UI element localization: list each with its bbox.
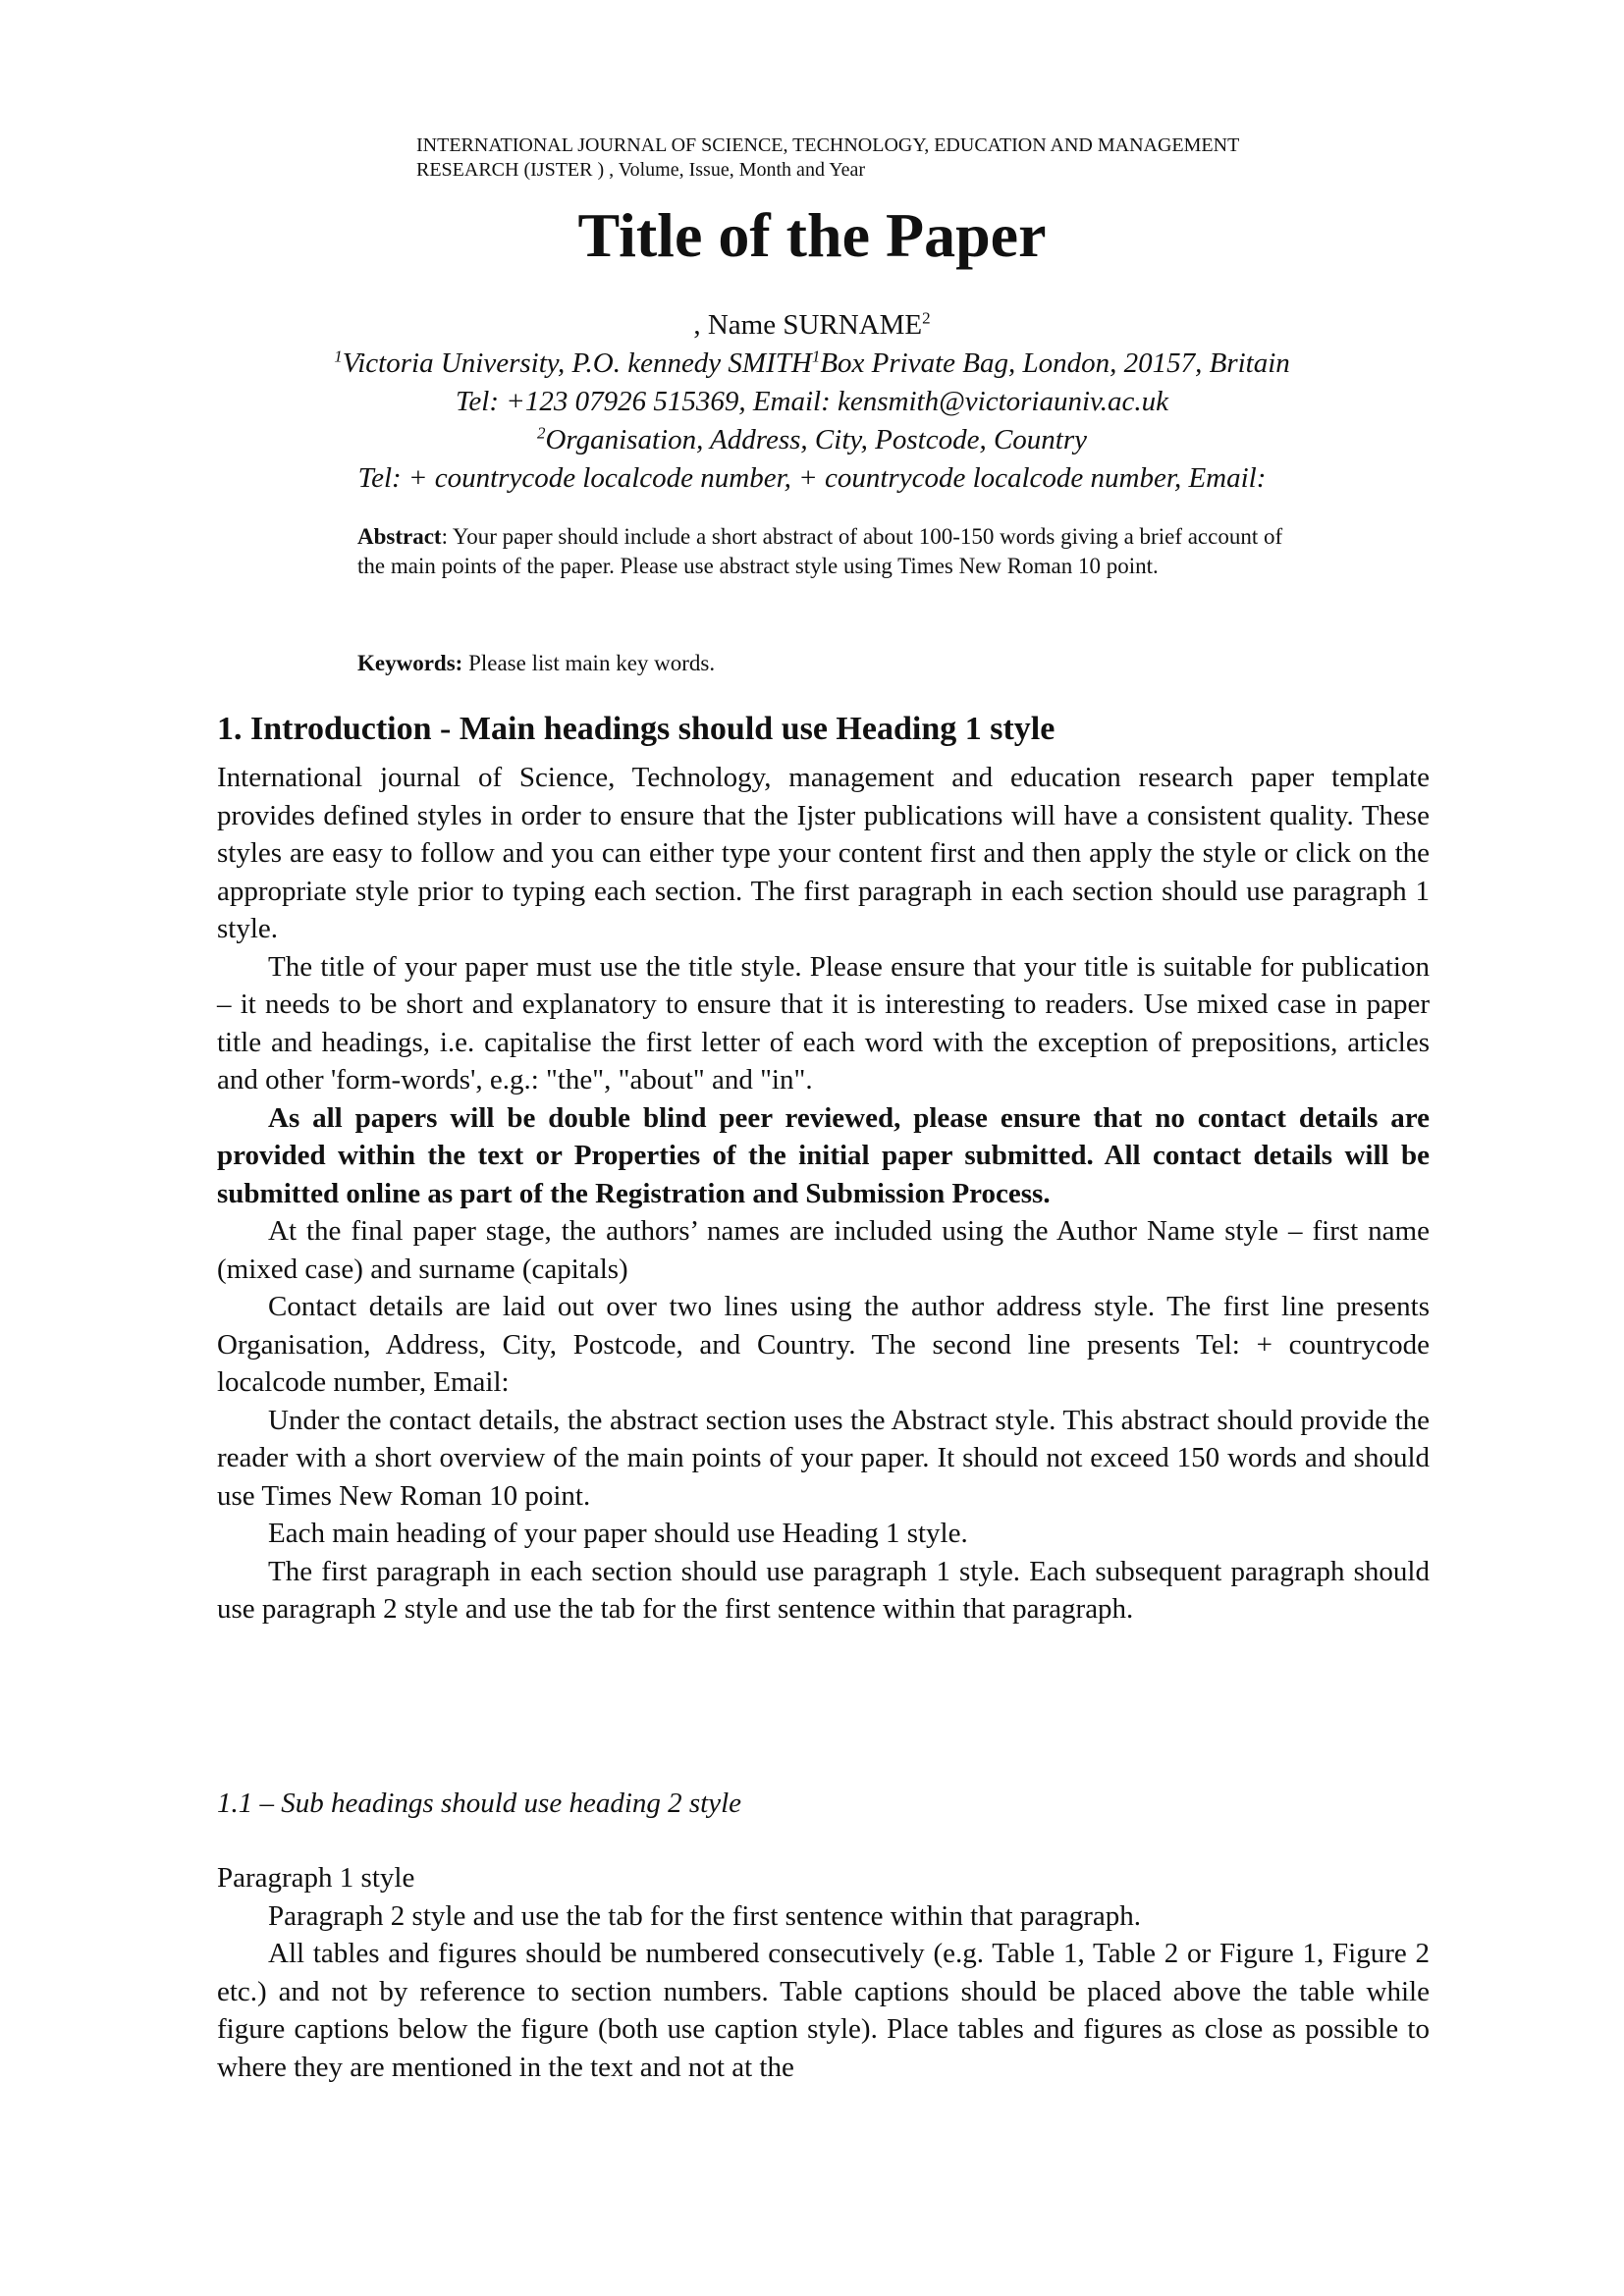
section-1-1-paragraph: All tables and figures should be numbered consecutively (e.g. Table 1, Table 2 or Figure 1, Figure 2 etc.) and not by reference to section numbers. Table captions should be placed above the table while figure captions below the figure (both use caption style). Place tables and figures as close as possible to where they are mentioned in the text and not at the bbox=[217, 1938, 1430, 2083]
abstract bbox=[357, 522, 1300, 581]
affiliation-2 bbox=[0, 421, 1624, 459]
section-1-1-paragraph: Paragraph 1 style bbox=[217, 1862, 415, 1894]
author-name: , Name SURNAME bbox=[693, 309, 923, 341]
affiliation-2-superscript: 2 bbox=[536, 423, 546, 443]
section-1-1-body bbox=[217, 1859, 1430, 2086]
section-1-paragraph: The title of your paper must use the title style. Please ensure that your title is suitable for publication – it needs to be short and explanatory to ensure that it is interesting to readers. Use mixed case in paper title and headings, i.e. capitalise the first letter of each word with the exception of prepositions, articles and other 'form-words', e.g.: "the", "about" and "in". bbox=[217, 950, 1430, 1095]
section-1-paragraph: Under the contact details, the abstract section uses the Abstract style. This abstract should provide the reader with a short overview of the main points of your paper. It should not exceed 150 words and should use Times New Roman 10 point. bbox=[217, 1404, 1430, 1512]
keywords bbox=[357, 649, 1300, 678]
section-1-paragraph: The first paragraph in each section should use paragraph 1 style. Each subsequent paragraph should use paragraph 2 style and use the tab for the first sentence within that paragraph. bbox=[217, 1555, 1430, 1625]
section-1-body bbox=[217, 759, 1430, 1629]
contact-2: Tel: + countrycode localcode number, + countrycode localcode number, Email: bbox=[357, 462, 1267, 494]
section-1-paragraph: International journal of Science, Technology, management and education research paper template provides defined styles in order to ensure that the Ijster publications will have a consistent quality. These styles are easy to follow and you can either type your content first and then apply the style or click on the appropriate style prior to typing each section. The first paragraph in each section should use paragraph 1 style. bbox=[217, 762, 1430, 944]
affiliation-1-inner-superscript: 1 bbox=[811, 347, 821, 366]
author-name-superscript: 2 bbox=[922, 308, 931, 328]
section-1-paragraph: Each main heading of your paper should use Heading 1 style. bbox=[268, 1518, 968, 1549]
affiliation-2-text: Organisation, Address, City, Postcode, Country bbox=[545, 424, 1088, 455]
journal-header bbox=[416, 133, 1418, 183]
affiliation-1-text-b: Box Private Bag, London, 20157, Britain bbox=[820, 347, 1290, 379]
keywords-label: Keywords: bbox=[357, 651, 463, 675]
section-1-1-paragraph: Paragraph 2 style and use the tab for the first sentence within that paragraph. bbox=[268, 1899, 1142, 1932]
section-1-paragraph: Contact details are laid out over two lines using the author address style. The first line presents Organisation, Address, City, Postcode, and Country. The second line presents Tel: + countrycode localcode number, Email: bbox=[217, 1291, 1430, 1398]
journal-header-line-1: INTERNATIONAL JOURNAL OF SCIENCE, TECHNOLOGY, EDUCATION AND MANAGEMENT bbox=[416, 134, 1240, 156]
keywords-text: Please list main key words. bbox=[462, 651, 716, 675]
affiliation-1-superscript: 1 bbox=[334, 347, 343, 366]
abstract-text: : Your paper should include a short abstract of about 100-150 words giving a brief account of the main points of the paper. Please use abstract style using Times New Roman 10 point. bbox=[357, 524, 1283, 578]
journal-header-line-2: RESEARCH (IJSTER ) , Volume, Issue, Month and Year bbox=[416, 159, 866, 181]
section-1-heading: 1. Introduction - Main headings should use Heading 1 style bbox=[217, 711, 1056, 747]
affiliation-1-text-a: Victoria University, P.O. kennedy SMITH bbox=[342, 347, 812, 379]
affiliation-1 bbox=[0, 345, 1624, 383]
paper-title: Title of the Paper bbox=[577, 200, 1047, 270]
section-1-paragraph: At the final paper stage, the authors’ names are included using the Author Name style – first name (mixed case) and surname (capitals) bbox=[217, 1215, 1430, 1285]
contact-1: Tel: +123 07926 515369, Email: kensmith@victoriauniv.ac.uk bbox=[455, 386, 1169, 417]
author-block bbox=[0, 306, 1624, 498]
section-1-paragraph-bold: As all papers will be double blind peer reviewed, please ensure that no contact details are provided within the text or Properties of the initial paper submitted. All contact details will be submitted online as part of the Registration and Submission Process. bbox=[217, 1101, 1430, 1209]
section-1-1-heading: 1.1 – Sub headings should use heading 2 style bbox=[217, 1788, 742, 1819]
author-name-line bbox=[0, 306, 1624, 345]
abstract-label: Abstract bbox=[357, 524, 442, 549]
